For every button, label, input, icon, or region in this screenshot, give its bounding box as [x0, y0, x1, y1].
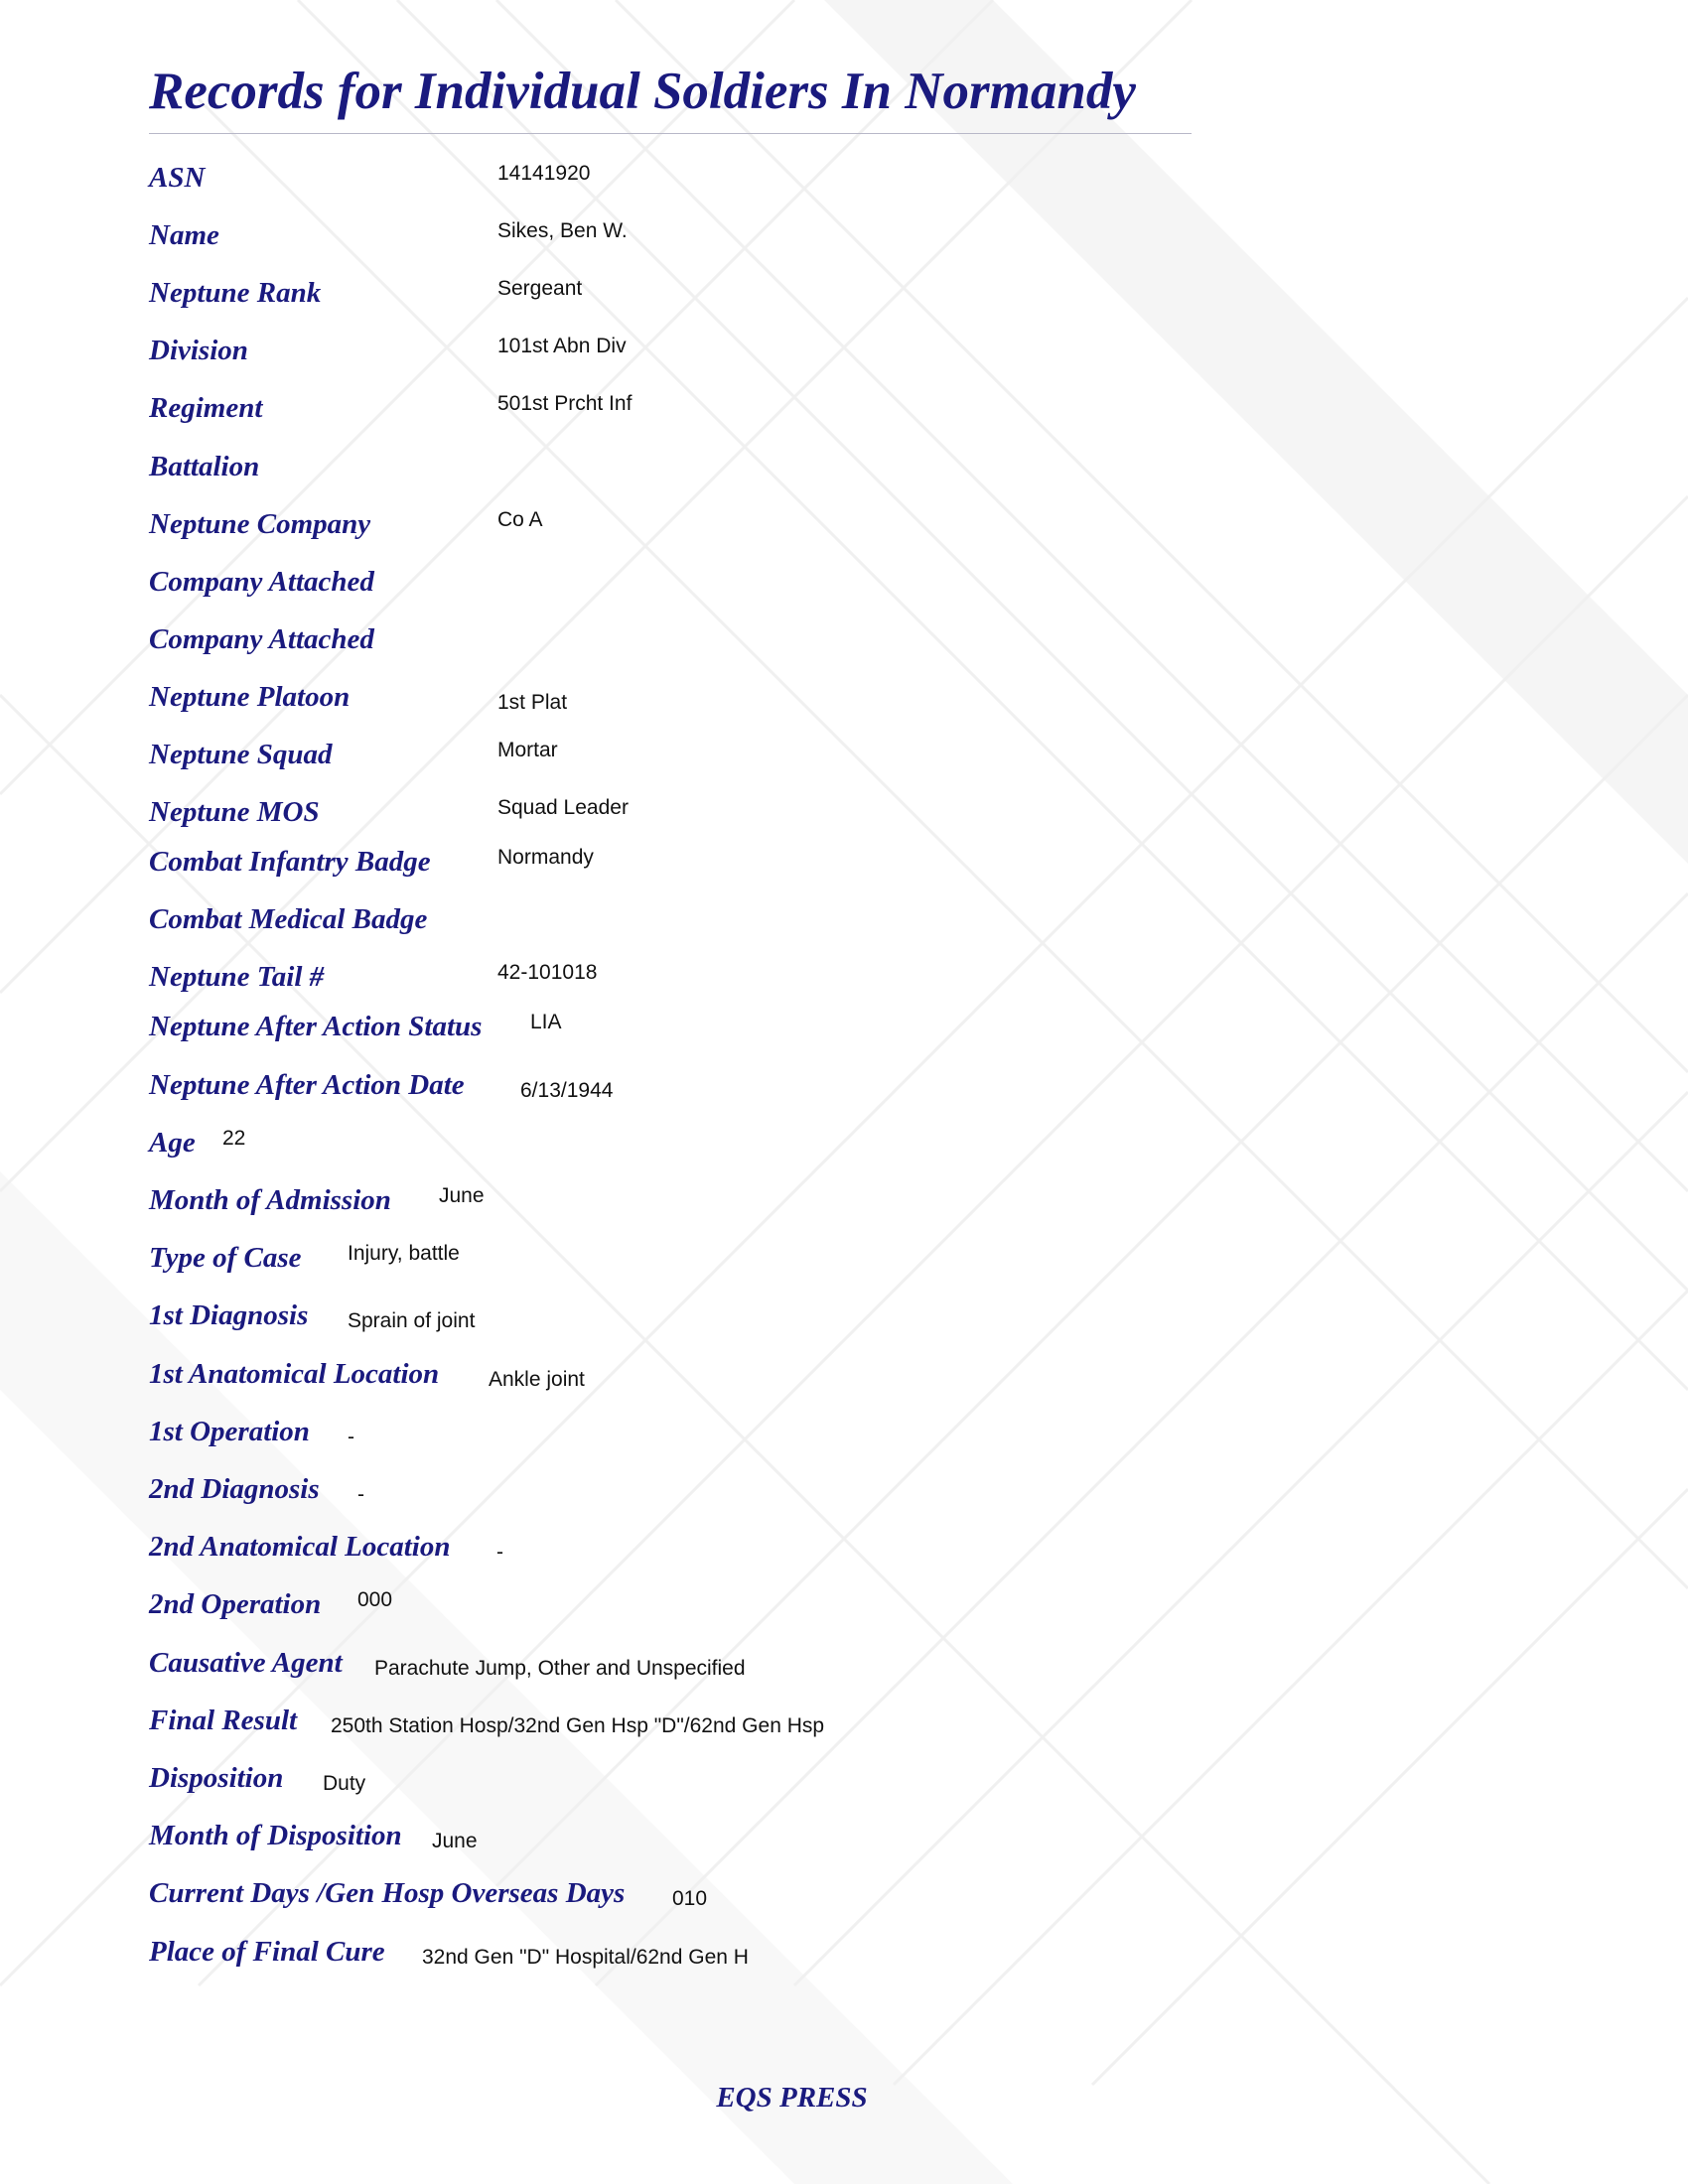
field-value-month-of-disposition: June [432, 1830, 478, 1852]
field-value-rank: Sergeant [497, 277, 583, 300]
field-label-first-operation: 1st Operation [149, 1416, 310, 1447]
field-value-type-of-case: Injury, battle [348, 1242, 460, 1265]
field-label-company-attached: Company Attached [149, 566, 374, 598]
field-label-age: Age [149, 1127, 196, 1159]
field-value-combat-infantry-badge: Normandy [497, 846, 594, 869]
field-value-first-anatomical-location: Ankle joint [489, 1368, 585, 1391]
field-label-division: Division [149, 335, 248, 366]
field-label-second-operation: 2nd Operation [149, 1588, 322, 1620]
field-value-second-operation: 000 [357, 1588, 393, 1611]
field-value-age: 22 [222, 1127, 246, 1150]
field-label-month-of-admission: Month of Admission [149, 1184, 391, 1216]
field-label-combat-medical-badge: Combat Medical Badge [149, 903, 428, 935]
field-label-first-diagnosis: 1st Diagnosis [149, 1299, 309, 1331]
field-value-second-diagnosis: - [357, 1483, 364, 1506]
field-label-final-result: Final Result [149, 1705, 298, 1736]
field-value-final-result: 250th Station Hosp/32nd Gen Hsp "D"/62nd Gen Hsp [331, 1714, 825, 1737]
field-value-causative-agent: Parachute Jump, Other and Unspecified [374, 1657, 746, 1680]
field-label-mos: Neptune MOS [149, 796, 320, 828]
field-label-name: Name [149, 219, 219, 251]
field-value-first-operation: - [348, 1426, 354, 1448]
field-label-second-anatomical-location: 2nd Anatomical Location [149, 1531, 451, 1563]
title-divider [149, 133, 1192, 134]
field-value-name: Sikes, Ben W. [497, 219, 628, 242]
field-label-squad: Neptune Squad [149, 739, 333, 770]
field-value-regiment: 501st Prcht Inf [497, 392, 633, 415]
field-value-tail-number: 42-101018 [497, 961, 598, 984]
field-value-place-of-final-cure: 32nd Gen "D" Hospital/62nd Gen H [422, 1946, 749, 1969]
page-title: Records for Individual Soldiers In Normandy [149, 63, 1136, 120]
field-value-mos: Squad Leader [497, 796, 629, 819]
field-label-rank: Neptune Rank [149, 277, 322, 309]
field-label-battalion: Battalion [149, 451, 260, 482]
field-label-company: Neptune Company [149, 508, 371, 540]
field-value-first-diagnosis: Sprain of joint [348, 1309, 476, 1332]
field-label-asn: ASN [149, 162, 206, 194]
publisher-footer: EQS PRESS [716, 2082, 868, 2114]
field-label-causative-agent: Causative Agent [149, 1647, 343, 1679]
field-label-second-diagnosis: 2nd Diagnosis [149, 1473, 320, 1505]
field-value-after-action-date: 6/13/1944 [520, 1079, 614, 1102]
field-label-type-of-case: Type of Case [149, 1242, 302, 1274]
field-label-first-anatomical-location: 1st Anatomical Location [149, 1358, 440, 1390]
field-label-after-action-status: Neptune After Action Status [149, 1011, 483, 1042]
field-value-overseas-days: 010 [672, 1887, 708, 1910]
field-label-place-of-final-cure: Place of Final Cure [149, 1936, 385, 1968]
field-label-month-of-disposition: Month of Disposition [149, 1820, 402, 1851]
field-value-division: 101st Abn Div [497, 335, 627, 357]
field-value-after-action-status: LIA [530, 1011, 562, 1033]
field-label-company-attached-2: Company Attached [149, 623, 374, 655]
field-value-second-anatomical-location: - [496, 1541, 503, 1564]
field-value-squad: Mortar [497, 739, 558, 761]
field-label-regiment: Regiment [149, 392, 263, 424]
field-label-combat-infantry-badge: Combat Infantry Badge [149, 846, 431, 878]
field-value-month-of-admission: June [439, 1184, 485, 1207]
field-label-platoon: Neptune Platoon [149, 681, 351, 713]
field-label-disposition: Disposition [149, 1762, 284, 1794]
field-label-tail-number: Neptune Tail # [149, 961, 325, 993]
field-value-disposition: Duty [323, 1772, 366, 1795]
field-value-asn: 14141920 [497, 162, 591, 185]
field-label-after-action-date: Neptune After Action Date [149, 1069, 465, 1101]
field-value-company: Co A [497, 508, 543, 531]
field-value-platoon: 1st Plat [497, 691, 568, 714]
field-label-overseas-days: Current Days /Gen Hosp Overseas Days [149, 1877, 626, 1909]
